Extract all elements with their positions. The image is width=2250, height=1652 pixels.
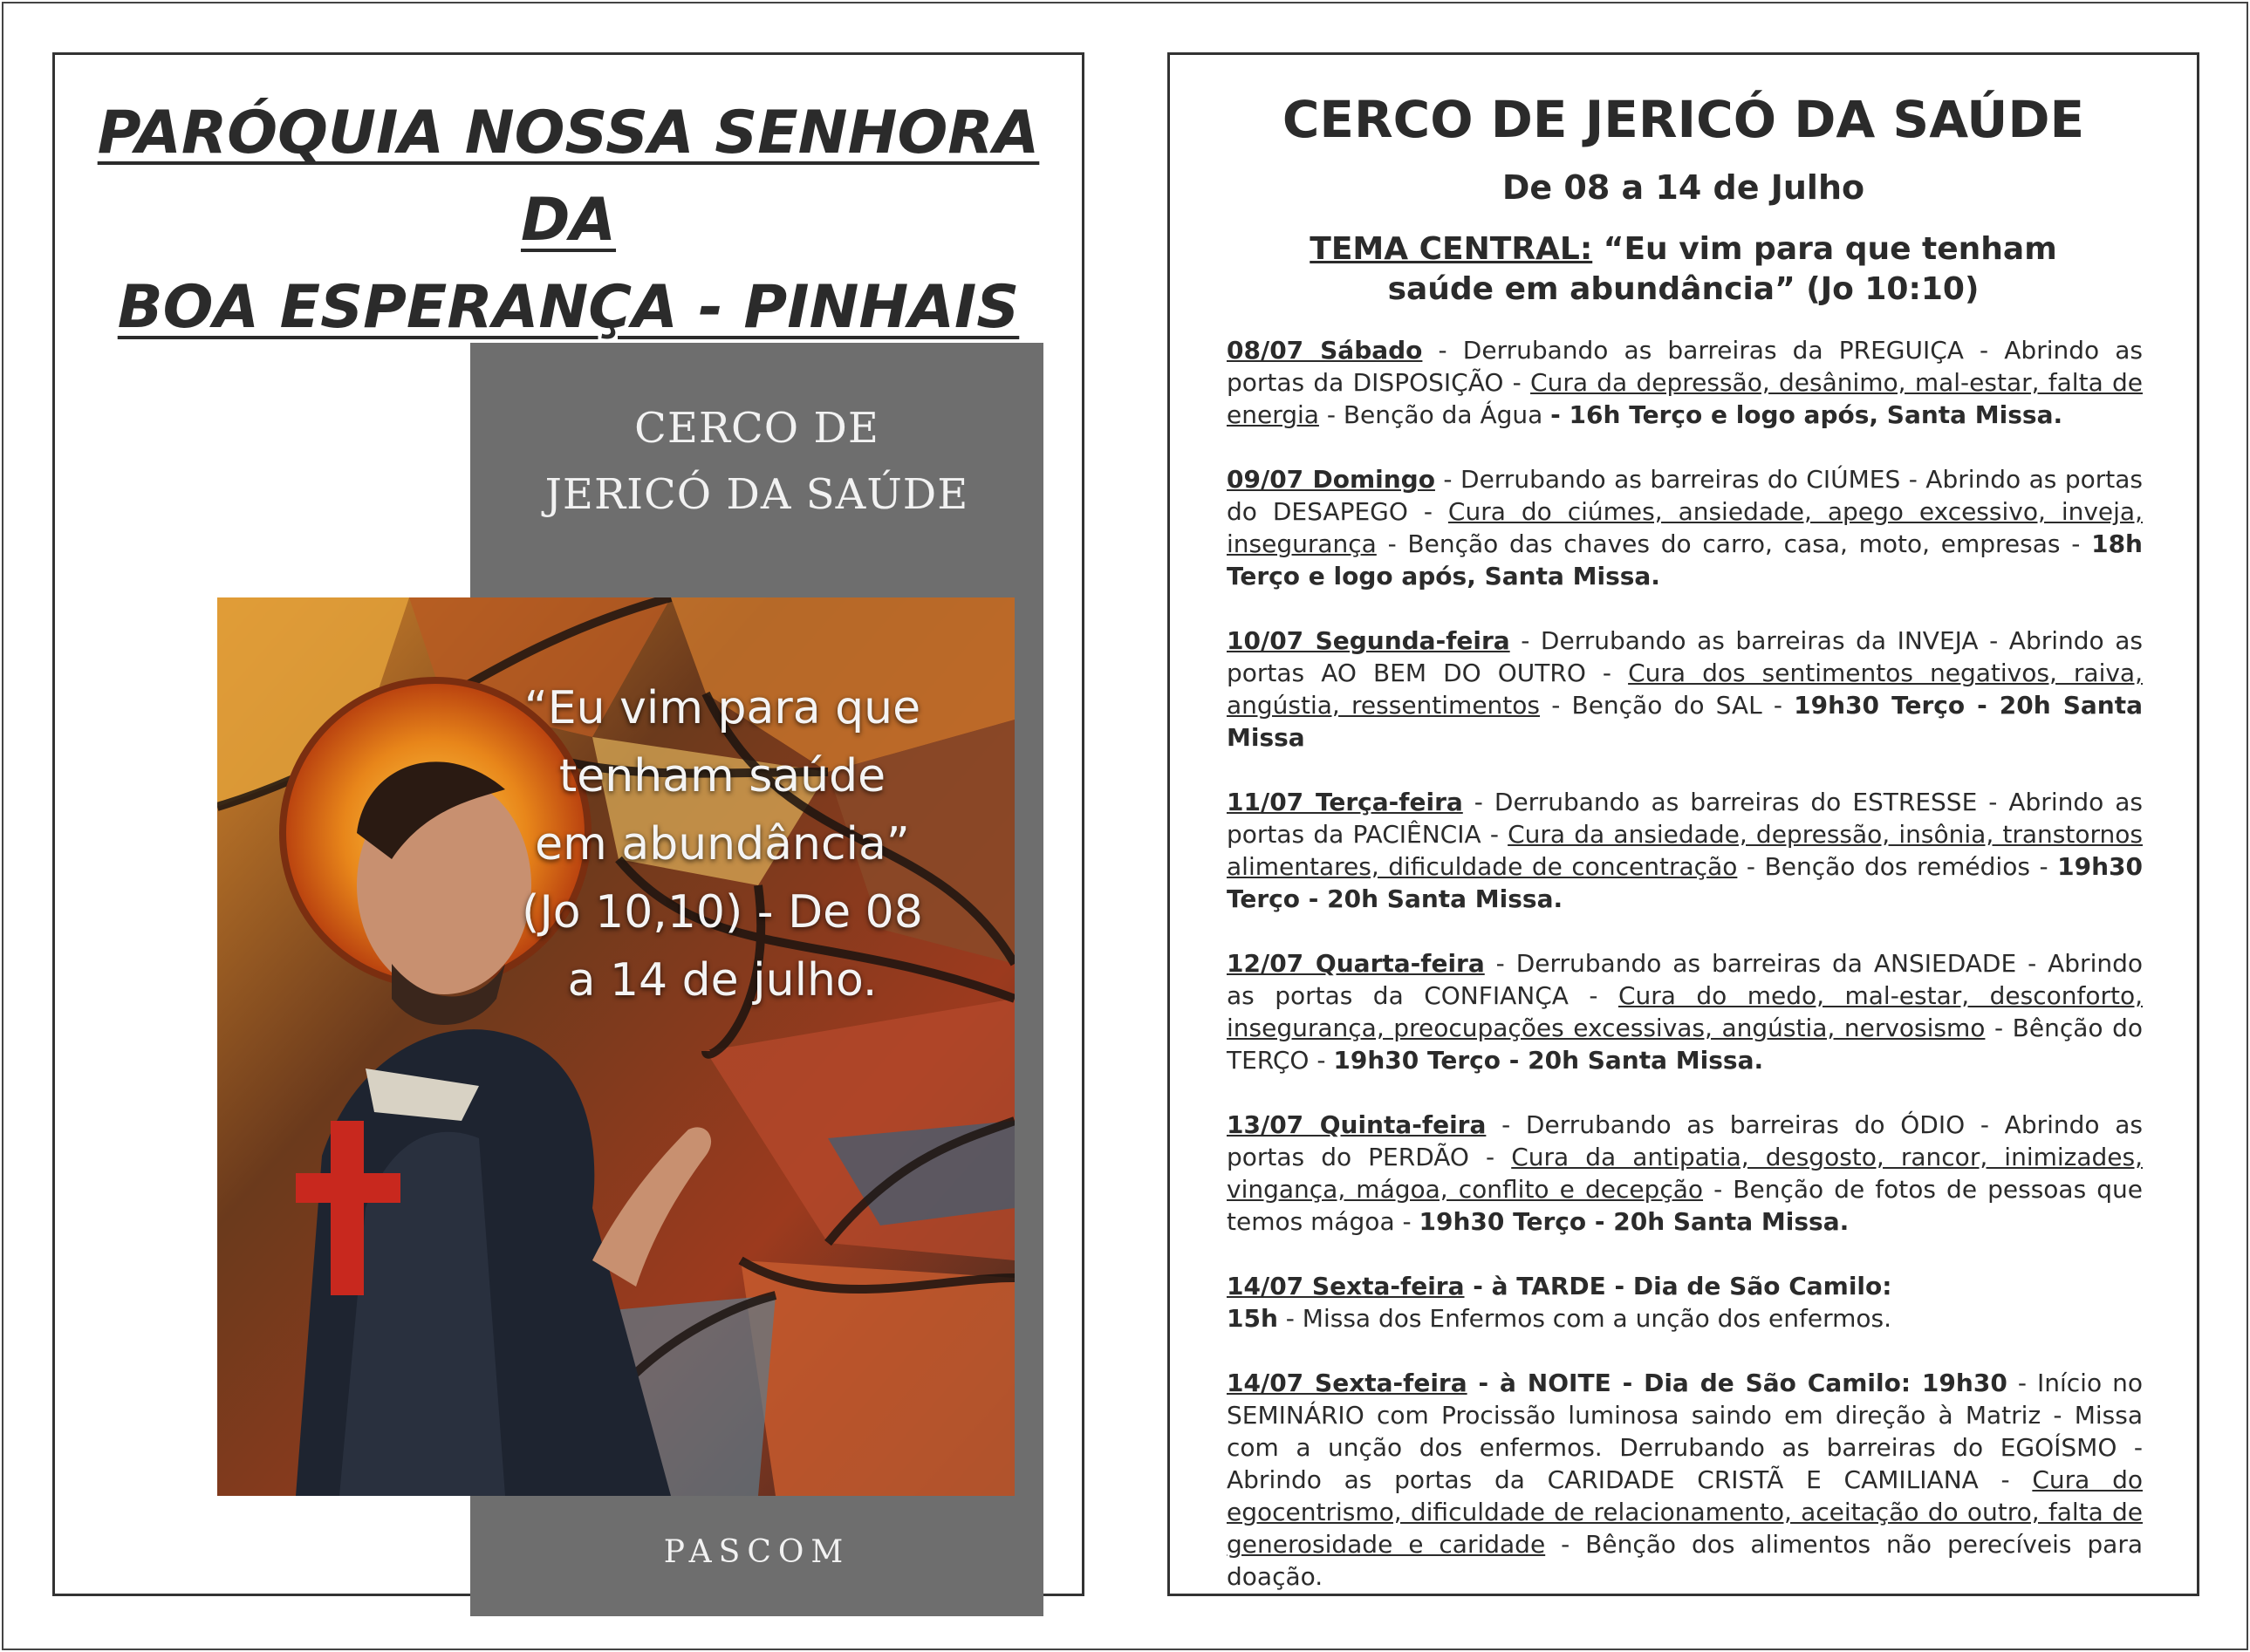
entry-time: 15h	[1227, 1304, 1278, 1333]
poster-footer-pascom: PASCOM	[663, 1534, 851, 1570]
entry-date: 10/07 Segunda-feira	[1227, 626, 1510, 655]
entry-date: 13/07 Quinta-feira	[1227, 1110, 1487, 1139]
schedule-entry	[1227, 625, 2143, 754]
entry-time: 18h Terço e logo após, Santa Missa.	[1227, 529, 2143, 590]
entry-blessing: - Benção dos remédios -	[1737, 852, 2058, 881]
entry-blessing: - Benção do SAL -	[1540, 691, 1795, 720]
parish-title-line2: BOA ESPERANÇA - PINHAIS	[117, 273, 1020, 342]
schedule-entry-friday-afternoon	[1227, 1270, 2143, 1335]
entry-time: - 16h Terço e logo após, Santa Missa.	[1550, 400, 2063, 429]
entry-date: 14/07 Sexta-feira	[1227, 1272, 1465, 1300]
entry-blessing: - Benção de fotos de pessoas que temos mágoa -	[1227, 1175, 2144, 1236]
entry-description: - Derrubando as barreiras da ANSIEDADE - Abrindo as portas da CONFIANÇA -	[1227, 949, 2143, 1010]
entry-cure: Cura da antipatia, desgosto, rancor, inimizades, vingança, mágoa, conflito e decepção	[1227, 1143, 2143, 1204]
right-panel	[1167, 52, 2199, 1596]
schedule-list	[1227, 334, 2143, 1625]
entry-date: 08/07 Sábado	[1227, 336, 1423, 365]
schedule-entry-friday-night	[1227, 1367, 2143, 1593]
entry-blessing: - Benção das chaves do carro, casa, moto, empresas -	[1376, 529, 2092, 558]
entry-heading: - à NOITE - Dia de São Camilo: 19h30	[1467, 1369, 2007, 1397]
schedule-entry	[1227, 463, 2143, 592]
entry-cure: Cura do medo, mal-estar, desconforto, insegurança, preocupações excessivas, angústia, nervosismo	[1227, 981, 2144, 1042]
entry-date: 09/07 Domingo	[1227, 465, 1435, 494]
poster-title-line2: JERICÓ DA SAÚDE	[544, 470, 969, 519]
entry-time: 19h30 Terço - 20h Santa Missa.	[1419, 1207, 1850, 1236]
entry-time: 19h30 Terço - 20h Santa Missa.	[1227, 852, 2143, 913]
event-poster	[160, 264, 1050, 1590]
schedule-entry	[1227, 786, 2143, 915]
entry-time: 19h30 Terço - 20h Santa Missa.	[1333, 1046, 1764, 1075]
poster-title	[470, 395, 1043, 528]
central-theme	[1275, 229, 2092, 310]
entry-cure: Cura do ciúmes, ansiedade, apego excessivo, inveja, insegurança	[1227, 497, 2143, 558]
schedule-dates: De 08 a 14 de Julho	[1501, 168, 1865, 207]
entry-description: - Missa dos Enfermos com a unção dos enfermos.	[1277, 1304, 1892, 1333]
entry-heading: - à TARDE - Dia de São Camilo:	[1464, 1272, 1892, 1300]
schedule-title: CERCO DE JERICÓ DA SAÚDE	[1282, 90, 2085, 149]
entry-cure: Cura da depressão, desânimo, mal-estar, falta de energia	[1227, 368, 2143, 429]
entry-blessing: - Bênção dos alimentos não perecíveis para doação.	[1227, 1530, 2143, 1591]
entry-description: - Derrubando as barreiras do ÓDIO - Abrindo as portas do PERDÃO -	[1227, 1110, 2144, 1171]
poster-title-line1: CERCO DE	[634, 404, 879, 453]
schedule-entry	[1227, 334, 2143, 431]
entry-date: 11/07 Terça-feira	[1227, 788, 1463, 816]
entry-description: - Início no SEMINÁRIO com Procissão luminosa saindo em direção à Matriz - Missa com a unção dos enfermos. Derrubando as barreiras do EGOÍSMO - Abrindo as portas da CARIDADE CRISTÃ E CAMILIANA -	[1227, 1369, 2143, 1494]
central-theme-text: “Eu vim para que tenham saúde em abundância” (Jo 10:10)	[1387, 231, 2057, 307]
entry-description: - Derrubando as barreiras da PREGUIÇA - Abrindo as portas da DISPOSIÇÃO -	[1227, 336, 2144, 397]
central-theme-label: TEMA CENTRAL:	[1310, 231, 1593, 267]
schedule-entry	[1227, 1109, 2143, 1238]
entry-cure: Cura da ansiedade, depressão, insônia, transtornos alimentares, dificuldade de concentração	[1227, 820, 2143, 881]
entry-blessing: - Benção da Água	[1318, 400, 1551, 429]
left-panel	[52, 52, 1084, 1596]
entry-cure: Cura dos sentimentos negativos, raiva, angústia, ressentimentos	[1227, 659, 2143, 720]
entry-time: 19h30 Terço - 20h Santa Missa	[1227, 691, 2143, 752]
entry-description: - Derrubando as barreiras do CIÚMES - Abrindo as portas do DESAPEGO -	[1227, 465, 2143, 526]
entry-description: - Derrubando as barreiras da INVEJA - Abrindo as portas AO BEM DO OUTRO -	[1227, 626, 2143, 687]
entry-cure: Cura do egocentrismo, dificuldade de relacionamento, aceitação do outro, falta de generosidade e caridade	[1227, 1465, 2143, 1559]
poster-quote: “Eu vim para que tenham saúde em abundância” (Jo 10,10) - De 08 a 14 de julho.	[522, 682, 923, 1007]
schedule-entry	[1227, 947, 2143, 1076]
parish-title-line1: PARÓQUIA NOSSA SENHORA DA	[97, 99, 1040, 255]
entry-date: 12/07 Quarta-feira	[1227, 949, 1485, 978]
entry-date: 14/07 Sexta-feira	[1227, 1369, 1467, 1397]
entry-blessing: - Bênção do TERÇO -	[1227, 1014, 2143, 1075]
entry-description: - Derrubando as barreiras do ESTRESSE - Abrindo as portas da PACIÊNCIA -	[1227, 788, 2143, 849]
